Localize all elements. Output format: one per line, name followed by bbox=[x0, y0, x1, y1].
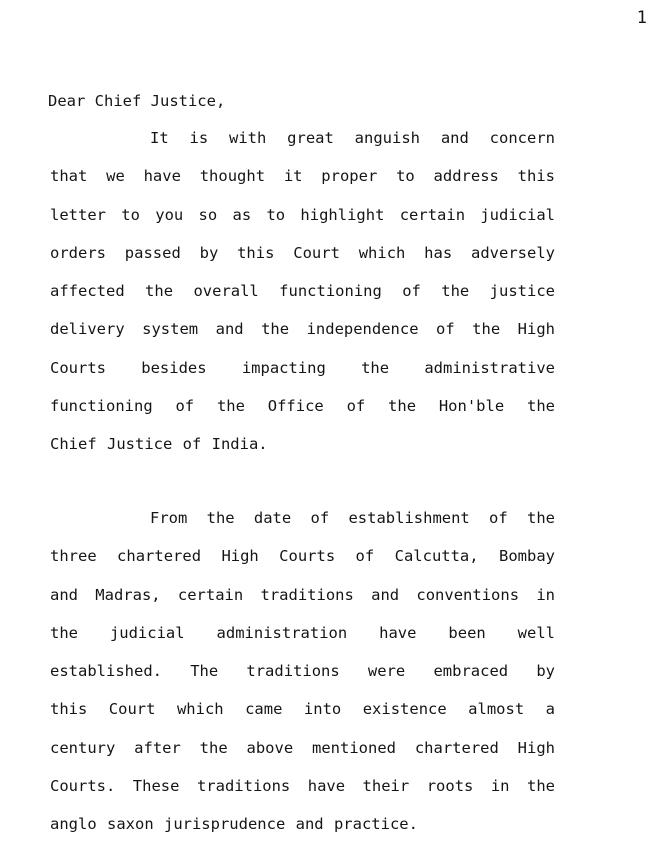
text-line: From the date of establishment of the bbox=[150, 509, 555, 527]
text-line: and Madras, certain traditions and conventions in bbox=[50, 585, 555, 604]
text-line: delivery system and the independence of the High bbox=[50, 320, 555, 339]
text-line: letter to you so as to highlight certain judicial bbox=[50, 205, 555, 224]
text-line: the judicial administration have been well bbox=[50, 623, 555, 642]
text-line: It is with great anguish and concern bbox=[150, 129, 555, 147]
text-line: anglo saxon jurisprudence and practice. bbox=[50, 815, 418, 834]
text-line: Courts. These traditions have their roots in the bbox=[50, 777, 555, 796]
text-line: Chief Justice of India. bbox=[50, 435, 268, 454]
paragraph-1 bbox=[50, 128, 555, 473]
text-line: this Court which came into existence almost a bbox=[50, 700, 555, 719]
text-line: functioning of the Office of the Hon'ble the bbox=[50, 397, 555, 416]
text-line: Courts besides impacting the administrative bbox=[50, 358, 555, 377]
text-line: three chartered High Courts of Calcutta, Bombay bbox=[50, 547, 555, 566]
page-number: 1 bbox=[636, 8, 647, 28]
paragraph-2 bbox=[50, 508, 555, 853]
salutation: Dear Chief Justice, bbox=[48, 92, 226, 110]
text-line: affected the overall functioning of the justice bbox=[50, 282, 555, 301]
text-line: that we have thought it proper to address this bbox=[50, 167, 555, 186]
text-line: orders passed by this Court which has adversely bbox=[50, 243, 555, 262]
text-line: century after the above mentioned chartered High bbox=[50, 738, 555, 757]
text-line: established. The traditions were embraced by bbox=[50, 662, 555, 681]
